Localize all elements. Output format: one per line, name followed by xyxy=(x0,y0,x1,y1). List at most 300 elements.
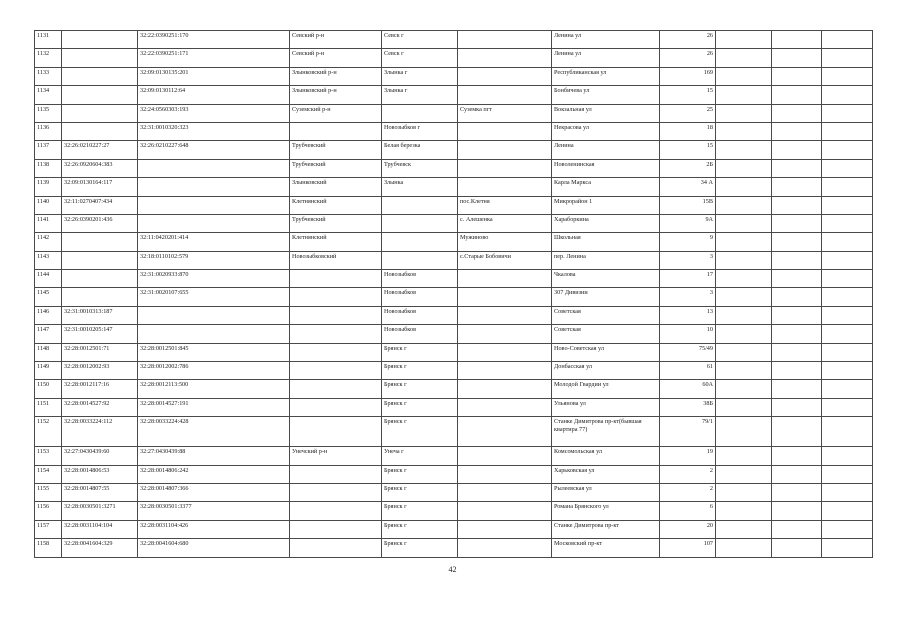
empty-cell xyxy=(772,288,822,306)
city-cell: Брянск г xyxy=(382,502,458,520)
cadastral-number-cell: 32:28:0012117:16 xyxy=(62,380,138,398)
district-cell xyxy=(290,380,382,398)
street-cell: Рылеевская ул xyxy=(552,483,660,501)
table-row xyxy=(35,31,873,49)
city-cell: Брянск г xyxy=(382,520,458,538)
empty-cell xyxy=(716,398,772,416)
empty-cell xyxy=(716,233,772,251)
empty-cell xyxy=(716,104,772,122)
row-number-cell: 1136 xyxy=(35,122,62,140)
table-row xyxy=(35,86,873,104)
city-cell: Брянск г xyxy=(382,362,458,380)
empty-cell xyxy=(822,233,873,251)
cadastral-number-2-cell: 32:27:0430439:88 xyxy=(138,447,290,465)
city-cell: Брянск г xyxy=(382,417,458,447)
street-cell: Станке Димитрова пр-кт(бывшая квартира 77) xyxy=(552,417,660,447)
city-cell: Злынка г xyxy=(382,86,458,104)
empty-cell xyxy=(772,417,822,447)
house-cell: 9 xyxy=(660,233,716,251)
cadastral-number-2-cell: 32:28:0031104:426 xyxy=(138,520,290,538)
settlement-cell xyxy=(458,141,552,159)
street-cell: Молодой Гвардии ул xyxy=(552,380,660,398)
settlement-cell: Мужиново xyxy=(458,233,552,251)
empty-cell xyxy=(772,447,822,465)
district-cell xyxy=(290,520,382,538)
street-cell: Ленина ул xyxy=(552,49,660,67)
settlement-cell xyxy=(458,447,552,465)
district-cell: Севский р-н xyxy=(290,31,382,49)
house-cell: 6 xyxy=(660,502,716,520)
house-cell: 2 xyxy=(660,483,716,501)
cadastral-number-2-cell: 32:26:0210227:648 xyxy=(138,141,290,159)
district-cell: Трубчевский xyxy=(290,214,382,232)
table-row xyxy=(35,288,873,306)
settlement-cell xyxy=(458,288,552,306)
district-cell xyxy=(290,306,382,324)
city-cell: Злынка г xyxy=(382,67,458,85)
empty-cell xyxy=(822,325,873,343)
cadastral-number-cell xyxy=(62,67,138,85)
row-number-cell: 1148 xyxy=(35,343,62,361)
empty-cell xyxy=(772,86,822,104)
empty-cell xyxy=(716,325,772,343)
street-cell: Ново-Советская ул xyxy=(552,343,660,361)
city-cell xyxy=(382,251,458,269)
city-cell: Новозыбков xyxy=(382,325,458,343)
empty-cell xyxy=(772,214,822,232)
city-cell xyxy=(382,233,458,251)
empty-cell xyxy=(822,251,873,269)
row-number-cell: 1147 xyxy=(35,325,62,343)
table-row xyxy=(35,67,873,85)
district-cell: Новозыбковский xyxy=(290,251,382,269)
house-cell: 75/49 xyxy=(660,343,716,361)
empty-cell xyxy=(822,67,873,85)
city-cell xyxy=(382,104,458,122)
row-number-cell: 1149 xyxy=(35,362,62,380)
empty-cell xyxy=(716,306,772,324)
table-row xyxy=(35,104,873,122)
city-cell: Брянск г xyxy=(382,465,458,483)
district-cell: Трубчевский xyxy=(290,141,382,159)
table-row xyxy=(35,233,873,251)
empty-cell xyxy=(772,539,822,557)
street-cell: Харьковская ул xyxy=(552,465,660,483)
cadastral-number-2-cell: 32:09:0130112:64 xyxy=(138,86,290,104)
empty-cell xyxy=(716,159,772,177)
empty-cell xyxy=(772,520,822,538)
row-number-cell: 1141 xyxy=(35,214,62,232)
table-row xyxy=(35,196,873,214)
street-cell: Донбасская ул xyxy=(552,362,660,380)
cadastral-number-2-cell: 32:11:0420201:414 xyxy=(138,233,290,251)
empty-cell xyxy=(772,67,822,85)
city-cell: Брянск г xyxy=(382,539,458,557)
row-number-cell: 1152 xyxy=(35,417,62,447)
cadastral-number-cell: 32:28:0014806:53 xyxy=(62,465,138,483)
table-row xyxy=(35,502,873,520)
city-cell: Брянск г xyxy=(382,398,458,416)
house-cell: 13 xyxy=(660,306,716,324)
cadastral-number-2-cell: 32:31:0010320:323 xyxy=(138,122,290,140)
row-number-cell: 1145 xyxy=(35,288,62,306)
row-number-cell: 1139 xyxy=(35,178,62,196)
district-cell xyxy=(290,362,382,380)
cadastral-number-cell xyxy=(62,86,138,104)
empty-cell xyxy=(772,325,822,343)
row-number-cell: 1156 xyxy=(35,502,62,520)
empty-cell xyxy=(772,122,822,140)
empty-cell xyxy=(822,306,873,324)
cadastral-number-cell xyxy=(62,122,138,140)
cadastral-number-2-cell: 32:09:0130135:201 xyxy=(138,67,290,85)
house-cell: 3 xyxy=(660,251,716,269)
row-number-cell: 1138 xyxy=(35,159,62,177)
empty-cell xyxy=(772,362,822,380)
empty-cell xyxy=(716,483,772,501)
street-cell: Новоленинская xyxy=(552,159,660,177)
empty-cell xyxy=(772,104,822,122)
empty-cell xyxy=(772,502,822,520)
row-number-cell: 1146 xyxy=(35,306,62,324)
row-number-cell: 1157 xyxy=(35,520,62,538)
house-cell: 15 xyxy=(660,86,716,104)
empty-cell xyxy=(716,380,772,398)
house-cell: 15 xyxy=(660,141,716,159)
house-cell: 60А xyxy=(660,380,716,398)
city-cell: Трубчевск xyxy=(382,159,458,177)
city-cell: Новозыбков xyxy=(382,270,458,288)
cadastral-number-cell: 32:26:0920604:383 xyxy=(62,159,138,177)
page-number: 42 xyxy=(448,565,457,574)
district-cell: Трубчевский xyxy=(290,159,382,177)
settlement-cell xyxy=(458,49,552,67)
empty-cell xyxy=(822,159,873,177)
district-cell: Клетнянский xyxy=(290,196,382,214)
empty-cell xyxy=(822,362,873,380)
row-number-cell: 1137 xyxy=(35,141,62,159)
empty-cell xyxy=(822,539,873,557)
empty-cell xyxy=(772,343,822,361)
street-cell: Станке Димитрова пр-кт xyxy=(552,520,660,538)
cadastral-number-2-cell: 32:28:0012501:845 xyxy=(138,343,290,361)
street-cell: Чкалова xyxy=(552,270,660,288)
city-cell: Брянск г xyxy=(382,380,458,398)
empty-cell xyxy=(822,417,873,447)
row-number-cell: 1158 xyxy=(35,539,62,557)
row-number-cell: 1155 xyxy=(35,483,62,501)
empty-cell xyxy=(772,270,822,288)
cadastral-number-2-cell: 32:22:0390251:170 xyxy=(138,31,290,49)
city-cell xyxy=(382,196,458,214)
empty-cell xyxy=(772,233,822,251)
row-number-cell: 1153 xyxy=(35,447,62,465)
cadastral-number-2-cell xyxy=(138,196,290,214)
city-cell: Белая березка xyxy=(382,141,458,159)
settlement-cell xyxy=(458,86,552,104)
cadastral-number-cell: 32:31:0010313:187 xyxy=(62,306,138,324)
empty-cell xyxy=(822,104,873,122)
house-cell: 17 xyxy=(660,270,716,288)
district-cell xyxy=(290,502,382,520)
empty-cell xyxy=(822,380,873,398)
district-cell xyxy=(290,325,382,343)
settlement-cell: Суземка пгт xyxy=(458,104,552,122)
empty-cell xyxy=(822,398,873,416)
empty-cell xyxy=(822,270,873,288)
row-number-cell: 1131 xyxy=(35,31,62,49)
street-cell: Ленина xyxy=(552,141,660,159)
street-cell: Московский пр-кт xyxy=(552,539,660,557)
district-cell: Суземский р-н xyxy=(290,104,382,122)
table-row xyxy=(35,325,873,343)
district-cell xyxy=(290,288,382,306)
house-cell: 15В xyxy=(660,196,716,214)
cadastral-number-2-cell: 32:18:0110102:579 xyxy=(138,251,290,269)
row-number-cell: 1154 xyxy=(35,465,62,483)
cadastral-number-2-cell xyxy=(138,306,290,324)
empty-cell xyxy=(716,214,772,232)
row-number-cell: 1151 xyxy=(35,398,62,416)
cadastral-number-cell: 32:09:0130164:117 xyxy=(62,178,138,196)
empty-cell xyxy=(772,178,822,196)
empty-cell xyxy=(716,49,772,67)
district-cell xyxy=(290,417,382,447)
street-cell: Микрорайон 1 xyxy=(552,196,660,214)
cadastral-number-cell: 32:28:0012002:93 xyxy=(62,362,138,380)
cadastral-number-2-cell: 32:28:0012113:500 xyxy=(138,380,290,398)
table-row xyxy=(35,343,873,361)
empty-cell xyxy=(822,86,873,104)
district-cell xyxy=(290,270,382,288)
empty-cell xyxy=(822,178,873,196)
cadastral-number-2-cell: 32:28:0012002:786 xyxy=(138,362,290,380)
table-row xyxy=(35,141,873,159)
empty-cell xyxy=(822,288,873,306)
empty-cell xyxy=(772,31,822,49)
city-cell: Брянск г xyxy=(382,343,458,361)
empty-cell xyxy=(772,49,822,67)
settlement-cell: с. Алешенка xyxy=(458,214,552,232)
house-cell: 9А xyxy=(660,214,716,232)
settlement-cell xyxy=(458,343,552,361)
row-number-cell: 1132 xyxy=(35,49,62,67)
table-row xyxy=(35,122,873,140)
settlement-cell xyxy=(458,380,552,398)
empty-cell xyxy=(716,196,772,214)
settlement-cell xyxy=(458,67,552,85)
city-cell xyxy=(382,214,458,232)
table-row xyxy=(35,251,873,269)
district-cell xyxy=(290,465,382,483)
cadastral-number-cell: 32:27:0430439:60 xyxy=(62,447,138,465)
table-body xyxy=(35,31,873,558)
house-cell: 169 xyxy=(660,67,716,85)
table-row xyxy=(35,270,873,288)
street-cell: Ульянова ул xyxy=(552,398,660,416)
empty-cell xyxy=(822,31,873,49)
cadastral-number-cell xyxy=(62,288,138,306)
cadastral-number-2-cell: 32:28:0033224:428 xyxy=(138,417,290,447)
empty-cell xyxy=(772,380,822,398)
house-cell: 18 xyxy=(660,122,716,140)
settlement-cell xyxy=(458,502,552,520)
settlement-cell: с.Старые Бобовичи xyxy=(458,251,552,269)
house-cell: 38Б xyxy=(660,398,716,416)
empty-cell xyxy=(822,214,873,232)
empty-cell xyxy=(772,159,822,177)
empty-cell xyxy=(822,465,873,483)
empty-cell xyxy=(772,251,822,269)
empty-cell xyxy=(716,31,772,49)
empty-cell xyxy=(716,362,772,380)
table-row xyxy=(35,417,873,447)
table-row xyxy=(35,465,873,483)
settlement-cell xyxy=(458,362,552,380)
empty-cell xyxy=(716,141,772,159)
district-cell xyxy=(290,539,382,557)
cadastral-number-cell: 32:28:0014807:55 xyxy=(62,483,138,501)
table-row xyxy=(35,380,873,398)
empty-cell xyxy=(822,520,873,538)
settlement-cell xyxy=(458,398,552,416)
cadastral-number-cell xyxy=(62,251,138,269)
row-number-cell: 1140 xyxy=(35,196,62,214)
row-number-cell: 1150 xyxy=(35,380,62,398)
empty-cell xyxy=(716,539,772,557)
empty-cell xyxy=(716,270,772,288)
street-cell: Вокзальная ул xyxy=(552,104,660,122)
district-cell: Унечский р-н xyxy=(290,447,382,465)
cadastral-number-cell: 32:26:0210227:27 xyxy=(62,141,138,159)
empty-cell xyxy=(716,178,772,196)
city-cell: Брянск г xyxy=(382,483,458,501)
empty-cell xyxy=(716,417,772,447)
empty-cell xyxy=(822,141,873,159)
city-cell: Унеча г xyxy=(382,447,458,465)
street-cell: Хараборкина xyxy=(552,214,660,232)
house-cell: 20 xyxy=(660,520,716,538)
row-number-cell: 1143 xyxy=(35,251,62,269)
row-number-cell: 1135 xyxy=(35,104,62,122)
empty-cell xyxy=(716,502,772,520)
empty-cell xyxy=(772,465,822,483)
cadastral-number-cell: 32:26:0390201:436 xyxy=(62,214,138,232)
district-cell: Злынковский р-н xyxy=(290,67,382,85)
table-row xyxy=(35,306,873,324)
settlement-cell xyxy=(458,325,552,343)
cadastral-number-cell: 32:28:0014527:92 xyxy=(62,398,138,416)
cadastral-number-2-cell: 32:28:0041604:680 xyxy=(138,539,290,557)
table-row xyxy=(35,398,873,416)
house-cell: 26 xyxy=(660,49,716,67)
house-cell: 19 xyxy=(660,447,716,465)
empty-cell xyxy=(716,343,772,361)
table-row xyxy=(35,362,873,380)
table-row xyxy=(35,178,873,196)
cadastral-number-2-cell: 32:28:0014527:191 xyxy=(138,398,290,416)
district-cell xyxy=(290,398,382,416)
cadastral-number-cell: 32:28:0030501:3271 xyxy=(62,502,138,520)
cadastral-number-2-cell: 32:24:0560303:193 xyxy=(138,104,290,122)
street-cell: Школьная xyxy=(552,233,660,251)
table-row xyxy=(35,539,873,557)
cadastral-number-cell: 32:28:0012501:71 xyxy=(62,343,138,361)
settlement-cell xyxy=(458,178,552,196)
empty-cell xyxy=(772,306,822,324)
table-row xyxy=(35,447,873,465)
district-cell xyxy=(290,343,382,361)
empty-cell xyxy=(822,343,873,361)
cadastral-number-2-cell xyxy=(138,178,290,196)
empty-cell xyxy=(716,67,772,85)
cadastral-number-cell xyxy=(62,49,138,67)
settlement-cell xyxy=(458,483,552,501)
street-cell: Некрасова ул xyxy=(552,122,660,140)
street-cell: Карла Маркса xyxy=(552,178,660,196)
cadastral-number-2-cell: 32:31:0020107:655 xyxy=(138,288,290,306)
house-cell: 79/1 xyxy=(660,417,716,447)
settlement-cell xyxy=(458,520,552,538)
cadastral-number-2-cell: 32:28:0014806:242 xyxy=(138,465,290,483)
street-cell: Республиканская ул xyxy=(552,67,660,85)
empty-cell xyxy=(772,196,822,214)
house-cell: 2Б xyxy=(660,159,716,177)
settlement-cell xyxy=(458,465,552,483)
district-cell: Злынковский xyxy=(290,178,382,196)
row-number-cell: 1134 xyxy=(35,86,62,104)
settlement-cell xyxy=(458,122,552,140)
cadastral-number-cell: 32:28:0033224:112 xyxy=(62,417,138,447)
house-cell: 2 xyxy=(660,465,716,483)
register-table xyxy=(34,30,873,558)
empty-cell xyxy=(716,86,772,104)
cadastral-number-cell: 32:28:0031104:104 xyxy=(62,520,138,538)
street-cell: пер. Ленина xyxy=(552,251,660,269)
empty-cell xyxy=(772,483,822,501)
table-row xyxy=(35,483,873,501)
city-cell: Злынка xyxy=(382,178,458,196)
row-number-cell: 1133 xyxy=(35,67,62,85)
empty-cell xyxy=(772,398,822,416)
city-cell: Новозыбков г xyxy=(382,122,458,140)
city-cell: Новозыбков xyxy=(382,306,458,324)
city-cell: Севск г xyxy=(382,49,458,67)
street-cell: 307 Дивизии xyxy=(552,288,660,306)
street-cell: Комсомольская ул xyxy=(552,447,660,465)
district-cell xyxy=(290,483,382,501)
empty-cell xyxy=(822,122,873,140)
street-cell: Советская xyxy=(552,325,660,343)
settlement-cell xyxy=(458,270,552,288)
city-cell: Новозыбков xyxy=(382,288,458,306)
district-cell xyxy=(290,122,382,140)
settlement-cell xyxy=(458,539,552,557)
cadastral-number-2-cell xyxy=(138,159,290,177)
empty-cell xyxy=(716,520,772,538)
cadastral-number-2-cell xyxy=(138,214,290,232)
settlement-cell xyxy=(458,417,552,447)
cadastral-number-2-cell: 32:31:0020933:870 xyxy=(138,270,290,288)
street-cell: Советская xyxy=(552,306,660,324)
table-row xyxy=(35,159,873,177)
empty-cell xyxy=(716,447,772,465)
cadastral-number-2-cell: 32:28:0014807:366 xyxy=(138,483,290,501)
settlement-cell: пос.Клетня xyxy=(458,196,552,214)
cadastral-number-cell xyxy=(62,270,138,288)
street-cell: Ленина ул xyxy=(552,31,660,49)
table-row xyxy=(35,214,873,232)
